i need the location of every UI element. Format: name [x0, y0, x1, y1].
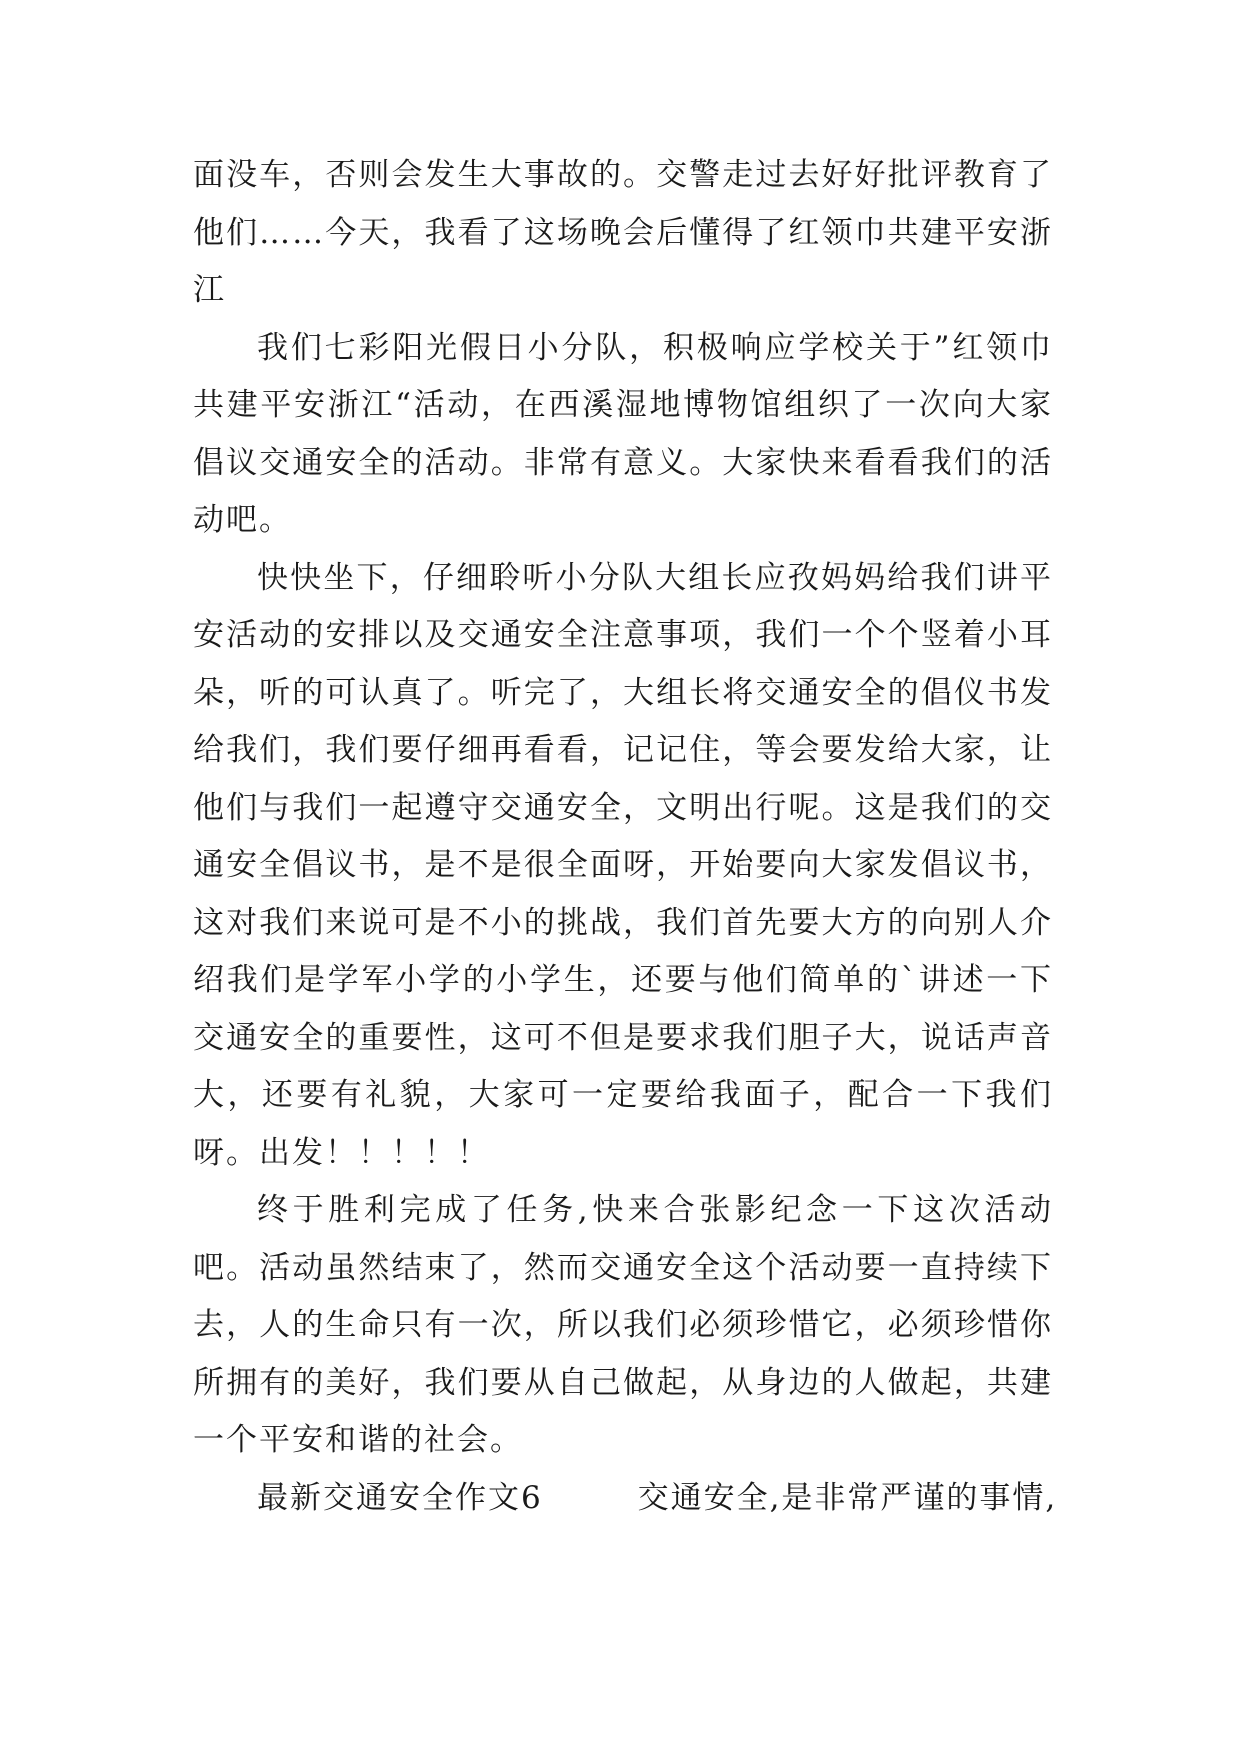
section-line: [193, 1470, 1058, 1528]
document-body: [193, 147, 1058, 1527]
section-spacer: [543, 1480, 638, 1516]
paragraph-1: 面没车，否则会发生大事故的。交警走过去好好批评教育了他们……今天，我看了这场晚会后懂得了红领巾共建平安浙江: [193, 157, 1053, 308]
paragraph-3: 快快坐下，仔细聆听小分队大组长应孜妈妈给我们讲平安活动的安排以及交通安全注意事项，我们一个个竖着小耳朵，听的可认真了。听完了，大组长将交通安全的倡仪书发给我们，我们要仔细再看看，记记住，等会要发给大家，让他们与我们一起遵守交通安全，文明出行呢。这是我们的交通安全倡议书，是不是很全面呀，开始要向大家发倡议书，这对我们来说可是不小的挑战，我们首先要大方的向别人介绍我们是学军小学的小学生，还要与他们简单的`讲述一下交通安全的重要性，这可不但是要求我们胆子大，说话声音大，还要有礼貌，大家可一定要给我面子，配合一下我们呀。出发！！！！！: [193, 559, 1053, 1171]
section-first-sentence: 交通安全,是非常严谨的事情,: [637, 1479, 1058, 1516]
paragraph-4: 终于胜利完成了任务,快来合张影纪念一下这次活动吧。活动虽然结束了，然而交通安全这个活动要一直持续下去，人的生命只有一次，所以我们必须珍惜它，必须珍惜你所拥有的美好，我们要从自己做起，从身边的人做起，共建一个平安和谐的社会。: [193, 1192, 1053, 1458]
paragraph-2: 我们七彩阳光假日小分队，积极响应学校关于”红领巾共建平安浙江“活动，在西溪湿地博物馆组织了一次向大家倡议交通安全的活动。非常有意义。大家快来看看我们的活动吧。: [193, 329, 1053, 538]
section-title: 最新交通安全作文6: [257, 1479, 543, 1516]
